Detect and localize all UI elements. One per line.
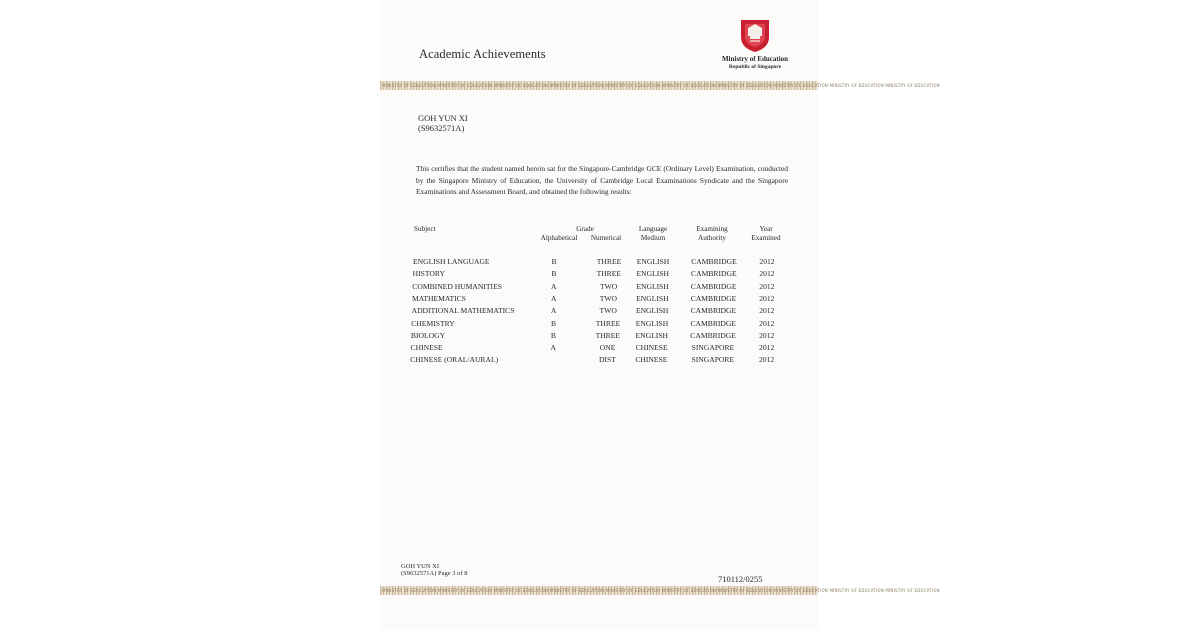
cell-year: 2012 [759, 355, 775, 365]
cell-grade-alpha: A [550, 306, 557, 316]
header-language-line1: Language [638, 225, 668, 233]
cell-subject: MATHEMATICS [411, 293, 466, 303]
cell-grade-alpha: B [551, 269, 557, 279]
cell-medium: ENGLISH [636, 269, 670, 279]
cell-authority: CAMBRIDGE [690, 318, 737, 328]
cell-authority: SINGAPORE [691, 343, 735, 353]
cell-grade-numerical: THREE [595, 318, 621, 328]
certification-statement: This certifies that the student named herein sat for the Singapore-Cambridge GCE (Ordinary Level) Examination, conducted by the Singapore Ministry of Education, the University of Cambridge Local Examinations Syndicate and the Singapore Examinations and Assessment Board, and obtained the following results: [416, 164, 788, 197]
footer-name: GOH YUN XI [401, 563, 440, 570]
header-year-examined [744, 225, 788, 243]
cell-year: 2012 [759, 257, 775, 266]
cell-medium: ENGLISH [636, 281, 669, 291]
header-language-medium [628, 225, 678, 243]
student-name: GOH YUN XI [418, 113, 468, 123]
cell-authority: SINGAPORE [691, 355, 735, 365]
cell-authority: CAMBRIDGE [690, 306, 737, 316]
cell-grade-numerical: THREE [595, 330, 621, 340]
cell-grade-numerical: TWO [599, 293, 618, 303]
cell-year: 2012 [759, 318, 775, 328]
cell-subject: CHEMISTRY [411, 318, 455, 328]
cell-authority: CAMBRIDGE [690, 281, 737, 291]
footer-page-info: (S9632571A) Page 3 of 8 [401, 570, 468, 577]
cell-grade-alpha: B [550, 318, 557, 328]
cell-year: 2012 [759, 269, 775, 279]
ministry-country: Republic of Singapore [728, 64, 782, 70]
security-band-bottom [380, 586, 940, 595]
cell-subject: COMBINED HUMANITIES [412, 281, 502, 291]
cell-grade-numerical: THREE [596, 257, 622, 266]
cell-subject: CHINESE [410, 343, 443, 353]
header-alphabetical: Alphabetical [540, 234, 578, 242]
student-id: (S9632571A) [418, 123, 465, 133]
security-band-top [380, 81, 940, 90]
cell-medium: ENGLISH [636, 257, 670, 266]
cell-medium: CHINESE [635, 343, 668, 353]
cell-authority: CAMBRIDGE [691, 257, 737, 266]
cell-authority: CAMBRIDGE [690, 330, 736, 340]
cell-grade-alpha: A [550, 293, 557, 303]
header-grade: Grade [576, 225, 594, 233]
cell-grade-numerical: DIST [598, 355, 616, 365]
cell-grade-numerical: TWO [599, 281, 618, 291]
cell-medium: ENGLISH [636, 293, 669, 303]
cell-subject: HISTORY [412, 269, 445, 279]
footer-student [401, 563, 467, 577]
ministry-crest-icon [737, 17, 773, 53]
cell-grade-alpha: A [551, 281, 557, 291]
serial-number: 710112/0255 [718, 574, 763, 584]
cell-subject: BIOLOGY [410, 330, 446, 340]
header-numerical: Numerical [590, 234, 622, 242]
header-language-line2: Medium [640, 234, 666, 242]
header-subject: Subject [414, 225, 436, 233]
cell-medium: CHINESE [635, 355, 668, 365]
cell-authority: CAMBRIDGE [690, 293, 737, 303]
header-examining-authority [684, 225, 740, 243]
cell-grade-alpha: B [551, 257, 557, 266]
ministry-label [710, 55, 800, 71]
cell-grade-numerical: THREE [596, 269, 622, 279]
cell-authority: CAMBRIDGE [691, 269, 737, 279]
cell-subject: ADDITIONAL MATHEMATICS [411, 306, 515, 316]
header-authority-line1: Examining [696, 225, 728, 233]
header-year-line1: Year [759, 225, 773, 233]
cell-subject: ENGLISH LANGUAGE [413, 257, 490, 266]
ministry-name: Ministry of Education [721, 55, 789, 63]
cell-year: 2012 [759, 330, 775, 340]
header-year-line2: Examined [751, 234, 781, 242]
cell-grade-alpha: B [550, 330, 556, 340]
cell-medium: ENGLISH [635, 306, 669, 316]
cell-year: 2012 [759, 293, 775, 303]
cell-medium: ENGLISH [635, 330, 669, 340]
cell-grade-alpha: A [550, 343, 557, 353]
cell-grade-numerical: TWO [599, 306, 617, 316]
cell-year: 2012 [759, 306, 775, 316]
band-text: MINISTRY OF EDUCATION MINISTRY OF EDUCATION MINISTRY OF EDUCATION MINISTRY OF EDUCATION MINISTRY OF EDUCATION MINISTRY OF EDUCATION MINISTRY OF EDUCATION MINISTRY OF EDUCATION MINISTRY OF EDUCATION MINISTRY OF EDUCATION [382, 588, 940, 593]
cell-grade-numerical: ONE [599, 343, 616, 353]
cell-medium: ENGLISH [635, 318, 669, 328]
cell-year: 2012 [759, 343, 775, 353]
cell-year: 2012 [759, 281, 775, 291]
student-details [418, 113, 468, 133]
band-text: MINISTRY OF EDUCATION MINISTRY OF EDUCATION MINISTRY OF EDUCATION MINISTRY OF EDUCATION MINISTRY OF EDUCATION MINISTRY OF EDUCATION MINISTRY OF EDUCATION MINISTRY OF EDUCATION MINISTRY OF EDUCATION MINISTRY OF EDUCATION [382, 83, 940, 88]
header-authority-line2: Authority [698, 234, 726, 242]
cell-subject: CHINESE (ORAL/AURAL) [410, 355, 499, 365]
document-title: Academic Achievements [419, 47, 546, 61]
